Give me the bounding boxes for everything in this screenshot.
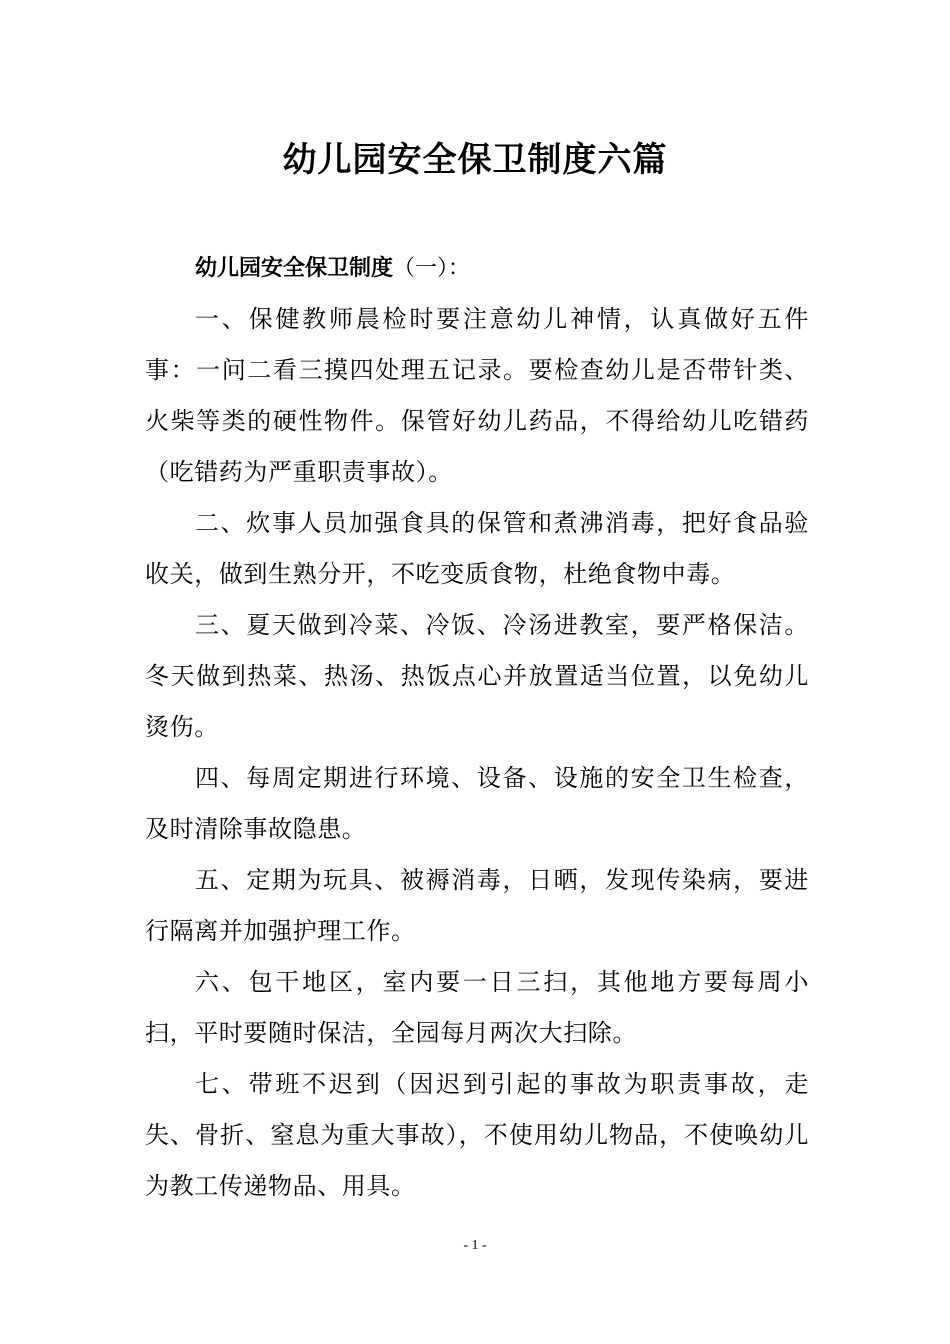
document-title: 幼儿园安全保卫制度六篇: [282, 140, 668, 180]
paragraph-6: 六、包干地区，室内要一日三扫，其他地方要每周小扫，平时要随时保洁，全园每月两次大扫除。: [145, 968, 809, 1047]
section-heading-suffix: （一）：: [393, 256, 471, 281]
paragraph-7: 七、带班不迟到（因迟到引起的事故为职责事故，走失、骨折、窒息为重大事故），不使用幼儿物品，不使唤幼儿为教工传递物品、用具。: [145, 1070, 809, 1200]
page-number: - 1 -: [463, 1238, 487, 1253]
section-heading-text: 幼儿园安全保卫制度: [195, 256, 394, 281]
document-body: [145, 243, 809, 1212]
paragraph-2: 二、炊事人员加强食具的保管和煮沸消毒，把好食品验收关，做到生熟分开，不吃变质食物，杜绝食物中毒。: [145, 509, 809, 588]
section-heading: [145, 243, 809, 294]
paragraph-1: 一、保健教师晨检时要注意幼儿神情，认真做好五件事：一问二看三摸四处理五记录。要检查幼儿是否带针类、火柴等类的硬性物件。保管好幼儿药品，不得给幼儿吃错药（吃错药为严重职责事故）。: [145, 305, 809, 486]
paragraph-5: 五、定期为玩具、被褥消毒，日晒，发现传染病，要进行隔离并加强护理工作。: [145, 866, 809, 945]
paragraph-3: 三、夏天做到冷菜、冷饭、冷汤进教室，要严格保洁。冬天做到热菜、热汤、热饭点心并放置适当位置，以免幼儿烫伤。: [145, 611, 809, 741]
paragraph-4: 四、每周定期进行环境、设备、设施的安全卫生检查，及时清除事故隐患。: [145, 764, 809, 843]
